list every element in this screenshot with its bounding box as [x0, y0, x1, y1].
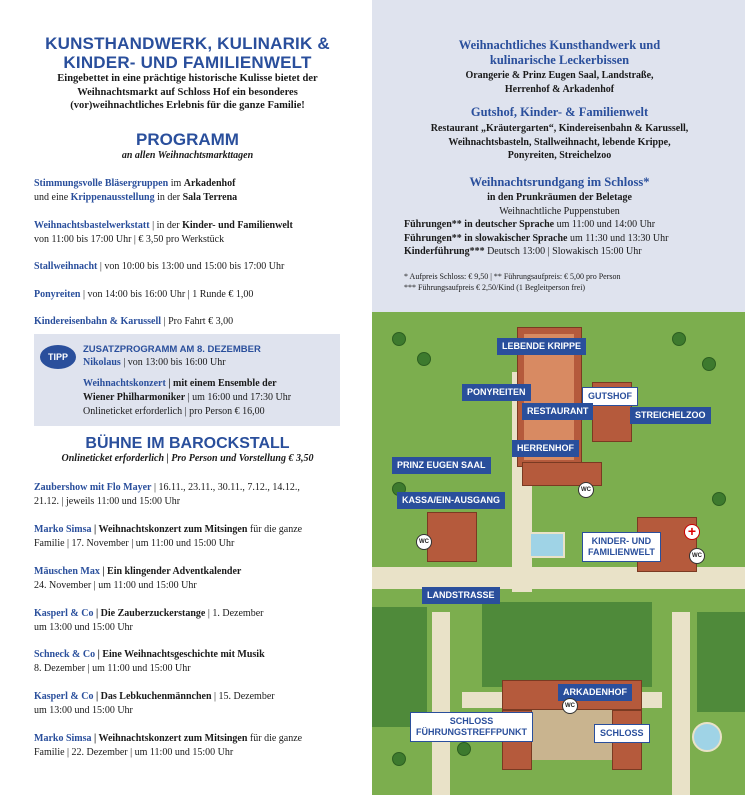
- block2-line2: Weihnachtsbasteln, Stallweihnacht, lebende Krippe,: [448, 136, 671, 148]
- item-text: | von 10:00 bis 13:00 und 15:00 bis 17:00 Uhr: [97, 261, 285, 272]
- show-name: Marko Simsa: [34, 733, 92, 744]
- tree: [672, 332, 686, 346]
- map-label-streichelzoo: STREICHELZOO: [630, 407, 711, 424]
- show-line2: 21.12. | jeweils 11:00 und 15:00 Uhr: [34, 496, 181, 507]
- tour-label: Führungen** in slowakischer Sprache: [404, 232, 568, 244]
- wc-icon: WC: [562, 698, 578, 714]
- show-name: Schneck & Co: [34, 649, 96, 660]
- show-line2: 8. Dezember | um 11:00 und 15:00 Uhr: [34, 663, 191, 674]
- tree: [392, 752, 406, 766]
- tipp-title: ZUSATZPROGRAMM AM 8. DEZEMBER: [83, 344, 261, 355]
- map-label-arkadenhof: ARKADENHOF: [558, 684, 632, 701]
- block2-line1: Restaurant „Kräutergarten“, Kindereisenbahn & Karussell,: [430, 123, 689, 134]
- show-name: Zaubershow mit Flo Mayer: [34, 482, 152, 493]
- nikolaus-time: | von 13:00 bis 16:00 Uhr: [120, 357, 226, 368]
- path-left: [432, 612, 450, 795]
- tour-time: um 11:00 und 14:00 Uhr: [554, 219, 656, 230]
- item-highlight: Ponyreiten: [34, 289, 81, 300]
- program-item: [34, 260, 344, 274]
- map-label-ponyreiten: PONYREITEN: [462, 384, 531, 401]
- map-label-kassa: KASSA/EIN-AUSGANG: [397, 492, 505, 509]
- wc-icon: WC: [416, 534, 432, 550]
- show-name: Mäuschen Max: [34, 566, 100, 577]
- show-item: [34, 648, 344, 676]
- block1-heading-line1: Weihnachtliches Kunsthandwerk und: [458, 38, 661, 52]
- map-label-landstrasse: LANDSTRASSE: [422, 587, 500, 604]
- show-item: [34, 523, 344, 551]
- map-label-schloss: SCHLOSS: [594, 724, 650, 743]
- block1-heading: [382, 38, 737, 68]
- item-location: Sala Terrena: [182, 192, 238, 203]
- show-line2: Familie | 17. November | um 11:00 und 15:00 Uhr: [34, 538, 235, 549]
- tree: [702, 357, 716, 371]
- site-map: [372, 312, 745, 795]
- block1-text: [382, 69, 737, 96]
- main-title-line1: KUNSTHANDWERK, KULINARIK &: [45, 34, 330, 53]
- tipp-konzert: [83, 377, 338, 419]
- tree: [417, 352, 431, 366]
- show-item: [34, 565, 344, 593]
- show-text: für die ganze: [247, 733, 303, 744]
- show-text: | 16.11., 23.11., 30.11., 7.12., 14.12.,: [151, 482, 300, 493]
- block2-line3: Ponyreiten, Streichelzoo: [507, 150, 612, 161]
- map-label-kinderwelt: [582, 532, 661, 562]
- kinderwelt-line1: KINDER- UND: [591, 536, 652, 546]
- intro-line2: Weihnachtsmarkt auf Schloss Hof ein besonderes: [77, 86, 298, 98]
- show-line2: um 13:00 und 15:00 Uhr: [34, 705, 133, 716]
- tree: [712, 492, 726, 506]
- tours-list: [404, 218, 734, 259]
- tree: [392, 332, 406, 346]
- footnotes: [404, 271, 734, 293]
- footnote-1: * Aufpreis Schloss: € 9,50 | ** Führungsaufpreis: € 5,00 pro Person: [404, 272, 621, 281]
- program-title: PROGRAMM: [136, 130, 239, 149]
- first-aid-icon: +: [684, 524, 700, 540]
- show-title: | Weihnachtskonzert zum Mitsingen: [91, 524, 248, 535]
- tree: [457, 742, 471, 756]
- intro-line3: (vor)weihnachtliches Erlebnis für die ganze Familie!: [70, 100, 305, 111]
- block1-line1: Orangerie & Prinz Eugen Saal, Landstraße,: [465, 70, 654, 81]
- show-title: | Ein klingender Adventkalender: [99, 566, 242, 577]
- tour-label: Führungen** in deutscher Sprache: [404, 219, 555, 230]
- show-item: [34, 690, 344, 718]
- program-item: [34, 219, 344, 247]
- left-column: [0, 0, 372, 795]
- main-title: [20, 34, 355, 72]
- garden-right: [697, 612, 745, 712]
- item-highlight: Kindereisenbahn & Karussell: [34, 316, 162, 327]
- treffpunkt-line2: FÜHRUNGSTREFFPUNKT: [416, 727, 527, 737]
- item-location: Arkadenhof: [183, 178, 236, 189]
- item-text: | Pro Fahrt € 3,00: [161, 316, 234, 327]
- konzert-label: Weihnachtskonzert: [83, 378, 166, 389]
- item-highlight: Stallweihnacht: [34, 261, 98, 272]
- konzert-desc: | mit einem Ensemble der: [165, 378, 277, 389]
- block1-line2: Herrenhof & Arkadenhof: [504, 83, 615, 95]
- tipp-nikolaus: [83, 356, 338, 370]
- footnote-2: *** Führungsaufpreis € 2,50/Kind (1 Begleitperson frei): [404, 283, 586, 292]
- program-item: [34, 288, 344, 302]
- program-subtitle: an allen Weihnachtsmarkttagen: [121, 150, 254, 161]
- item-highlight: Krippenausstellung: [70, 192, 155, 203]
- stage-title: BÜHNE IM BAROCKSTALL: [85, 435, 290, 452]
- map-label-herrenhof: HERRENHOF: [512, 440, 579, 457]
- fountain: [692, 722, 722, 752]
- block2-text: [382, 122, 737, 163]
- konzert-ticket: Onlineticket erforderlich | pro Person € 16,00: [83, 406, 265, 417]
- konzert-time: | um 16:00 und 17:30 Uhr: [185, 392, 292, 403]
- show-title: | Weihnachtskonzert zum Mitsingen: [91, 733, 248, 744]
- konzert-ensemble: Wiener Philharmoniker: [83, 392, 186, 403]
- block3-heading: Weihnachtsrundgang im Schloss*: [469, 175, 650, 189]
- block1-heading-line2: kulinarische Leckerbissen: [489, 53, 630, 67]
- tour-time: um 11:30 und 13:30 Uhr: [567, 232, 669, 244]
- garden-left: [372, 607, 427, 727]
- program-item: [34, 177, 344, 205]
- program-item: [34, 315, 344, 329]
- item-text: | in der: [149, 220, 183, 231]
- show-title: | Die Zauberzuckerstange: [93, 608, 206, 619]
- map-label-prinz-eugen-saal: PRINZ EUGEN SAAL: [392, 457, 491, 474]
- wc-icon: WC: [578, 482, 594, 498]
- show-title: | Eine Weihnachtsgeschichte mit Musik: [95, 649, 265, 660]
- show-name: Marko Simsa: [34, 524, 92, 535]
- block3-line1: in den Prunkräumen der Beletage: [487, 192, 632, 203]
- pond: [529, 532, 565, 558]
- stage-subtitle: Onlineticket erforderlich | Pro Person und Vorstellung € 3,50: [61, 453, 314, 464]
- item-highlight: Stimmungsvolle Bläsergruppen: [34, 178, 169, 189]
- show-text: für die ganze: [247, 524, 303, 535]
- show-line2: Familie | 22. Dezember | um 11:00 und 15:00 Uhr: [34, 747, 234, 758]
- show-line2: um 13:00 und 15:00 Uhr: [34, 622, 133, 633]
- show-name: Kasperl & Co: [34, 608, 94, 619]
- block3-text: [382, 191, 737, 218]
- show-text: | 1. Dezember: [205, 608, 264, 619]
- item-text: und eine: [34, 192, 71, 203]
- show-item: [34, 607, 344, 635]
- intro-line1: Eingebettet in eine prächtige historische Kulisse bietet der: [57, 73, 318, 84]
- show-item: [34, 481, 344, 509]
- map-label-lebende-krippe: LEBENDE KRIPPE: [497, 338, 586, 355]
- path-right: [672, 612, 690, 795]
- garden-parterre: [482, 602, 652, 687]
- nikolaus-label: Nikolaus: [83, 357, 121, 368]
- block2-heading: Gutshof, Kinder- & Familienwelt: [470, 105, 649, 119]
- block3-line2: Weihnachtliche Puppenstuben: [499, 205, 620, 217]
- intro-text: [20, 72, 355, 113]
- show-text: | 15. Dezember: [211, 691, 275, 702]
- show-line2: 24. November | um 11:00 und 15:00 Uhr: [34, 580, 197, 591]
- map-label-gutshof: GUTSHOF: [582, 387, 638, 406]
- item-text: in der: [154, 192, 183, 203]
- item-text: | von 14:00 bis 16:00 Uhr | 1 Runde € 1,00: [80, 289, 254, 300]
- item-highlight: Weihnachtsbastelwerkstatt: [34, 220, 150, 231]
- item-location: Kinder- und Familienwelt: [182, 220, 293, 231]
- treffpunkt-line1: SCHLOSS: [449, 716, 494, 726]
- show-name: Kasperl & Co: [34, 691, 94, 702]
- building-kassa: [427, 512, 477, 562]
- wc-icon: WC: [689, 548, 705, 564]
- tipp-badge: TIPP: [40, 345, 76, 369]
- item-text: im: [168, 178, 184, 189]
- tour-time: Deutsch 13:00 | Slowakisch 15:00 Uhr: [484, 246, 642, 257]
- show-item: [34, 732, 344, 760]
- kinderwelt-line2: FAMILIENWELT: [588, 547, 655, 557]
- show-title: | Das Lebkuchenmännchen: [93, 691, 212, 702]
- map-label-schloss-treffpunkt: [410, 712, 533, 742]
- tour-label: Kinderführung***: [404, 246, 485, 257]
- main-title-line2: KINDER- UND FAMILIENWELT: [63, 53, 312, 72]
- item-line2: von 11:00 bis 17:00 Uhr | € 3,50 pro Werkstück: [34, 234, 225, 245]
- map-label-restaurant: RESTAURANT: [522, 403, 593, 420]
